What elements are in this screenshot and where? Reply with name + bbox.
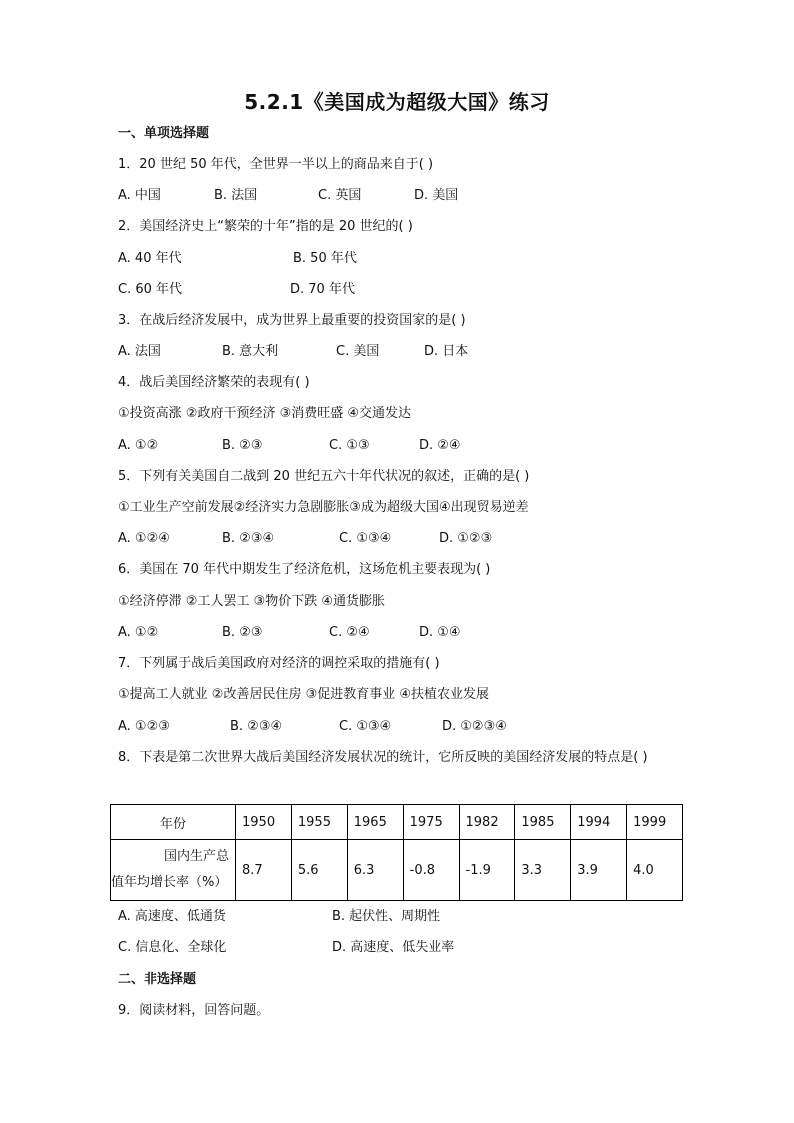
question-7-options	[118, 718, 718, 736]
question-5-stem: 5．下列有关美国自二战到 20 世纪五六十年代状况的叙述，正确的是( )	[118, 469, 530, 484]
question-9-stem: 9．阅读材料，回答问题。	[118, 1003, 270, 1018]
table-cell-rate: -0.8	[403, 840, 459, 901]
table-header-growth-rate	[111, 840, 236, 901]
table-cell-year: 1975	[403, 805, 459, 840]
table-cell-rate: 4.0	[627, 840, 683, 901]
table-cell-rate: 5.6	[291, 840, 347, 901]
table-cell-year: 1994	[571, 805, 627, 840]
question-2-options-row2	[118, 281, 718, 299]
table-row-growth-rate	[111, 840, 683, 901]
section-heading-choice: 一、单项选择题	[118, 126, 210, 141]
q6-option-b: B. ②③	[222, 625, 263, 640]
section-heading-non-choice: 二、非选择题	[118, 972, 197, 987]
q5-option-c: C. ①③④	[339, 531, 392, 546]
q7-option-d: D. ①②③④	[442, 719, 507, 734]
question-3-stem: 3．在战后经济发展中，成为世界上最重要的投资国家的是( )	[118, 313, 466, 328]
q7-option-c: C. ①③④	[339, 719, 392, 734]
q3-option-b: B. 意大利	[222, 344, 279, 359]
q8-option-c: C. 信息化、全球化	[118, 940, 227, 955]
gdp-growth-table	[110, 804, 683, 901]
q4-option-b: B. ②③	[222, 438, 263, 453]
question-2-stem: 2．美国经济史上“繁荣的十年”指的是 20 世纪的( )	[118, 219, 413, 234]
q5-option-b: B. ②③④	[222, 531, 275, 546]
q4-option-c: C. ①③	[329, 438, 370, 453]
question-5-options	[118, 530, 718, 548]
q5-option-d: D. ①②③	[439, 531, 493, 546]
q2-option-d: D. 70 年代	[290, 282, 355, 297]
table-cell-rate: 3.9	[571, 840, 627, 901]
table-cell-rate: -1.9	[459, 840, 515, 901]
q7-option-a: A. ①②③	[118, 719, 170, 734]
table-cell-year: 1999	[627, 805, 683, 840]
page-title: 5.2.1《美国成为超级大国》练习	[244, 90, 550, 114]
table-header-growth-line1: 国内生产总	[163, 849, 229, 864]
q5-option-a: A. ①②④	[118, 531, 170, 546]
q6-option-c: C. ②④	[329, 625, 370, 640]
q1-option-a: A. 中国	[118, 188, 161, 203]
q2-option-b: B. 50 年代	[293, 251, 357, 266]
table-cell-year: 1985	[515, 805, 571, 840]
question-1-options	[118, 187, 718, 205]
question-8-options-row2	[118, 939, 718, 957]
table-cell-rate: 3.3	[515, 840, 571, 901]
table-header-year: 年份	[111, 805, 236, 840]
q4-option-a: A. ①②	[118, 438, 159, 453]
q7-option-b: B. ②③④	[230, 719, 283, 734]
table-row-years	[111, 805, 683, 840]
q4-option-d: D. ②④	[419, 438, 461, 453]
question-2-options-row1	[118, 250, 718, 268]
question-4-items: ①投资高涨 ②政府干预经济 ③消费旺盛 ④交通发达	[118, 406, 412, 421]
q6-option-a: A. ①②	[118, 625, 159, 640]
question-3-options	[118, 343, 718, 361]
q2-option-c: C. 60 年代	[118, 282, 183, 297]
table-cell-rate: 8.7	[236, 840, 292, 901]
question-6-stem: 6．美国在 70 年代中期发生了经济危机，这场危机主要表现为( )	[118, 562, 491, 577]
q8-option-b: B. 起伏性、周期性	[332, 909, 441, 924]
question-6-options	[118, 624, 718, 642]
q8-option-a: A. 高速度、低通货	[118, 909, 226, 924]
question-7-stem: 7．下列属于战后美国政府对经济的调控采取的措施有( )	[118, 656, 440, 671]
q1-option-c: C. 英国	[318, 188, 362, 203]
question-8-options-row1	[118, 908, 718, 926]
question-7-items: ①提高工人就业 ②改善居民住房 ③促进教育事业 ④扶植农业发展	[118, 687, 490, 702]
q3-option-d: D. 日本	[424, 344, 469, 359]
table-cell-rate: 6.3	[347, 840, 403, 901]
q1-option-d: D. 美国	[414, 188, 459, 203]
table-cell-year: 1965	[347, 805, 403, 840]
question-4-options	[118, 437, 718, 455]
question-1-stem: 1．20 世纪 50 年代，全世界一半以上的商品来自于( )	[118, 157, 434, 172]
question-6-items: ①经济停滞 ②工人罢工 ③物价下跌 ④通货膨胀	[118, 594, 386, 609]
q3-option-c: C. 美国	[336, 344, 380, 359]
table-header-growth-line2: 值年均增长率（%）	[111, 875, 228, 890]
question-4-stem: 4．战后美国经济繁荣的表现有( )	[118, 375, 310, 390]
table-cell-year: 1955	[291, 805, 347, 840]
q2-option-a: A. 40 年代	[118, 251, 182, 266]
question-5-items: ①工业生产空前发展②经济实力急剧膨胀③成为超级大国④出现贸易逆差	[118, 500, 529, 515]
question-8-stem: 8．下表是第二次世界大战后美国经济发展状况的统计，它所反映的美国经济发展的特点是( )	[118, 750, 648, 765]
q3-option-a: A. 法国	[118, 344, 161, 359]
q6-option-d: D. ①④	[419, 625, 461, 640]
q8-option-d: D. 高速度、低失业率	[332, 940, 455, 955]
q1-option-b: B. 法国	[214, 188, 258, 203]
table-cell-year: 1950	[236, 805, 292, 840]
table-cell-year: 1982	[459, 805, 515, 840]
